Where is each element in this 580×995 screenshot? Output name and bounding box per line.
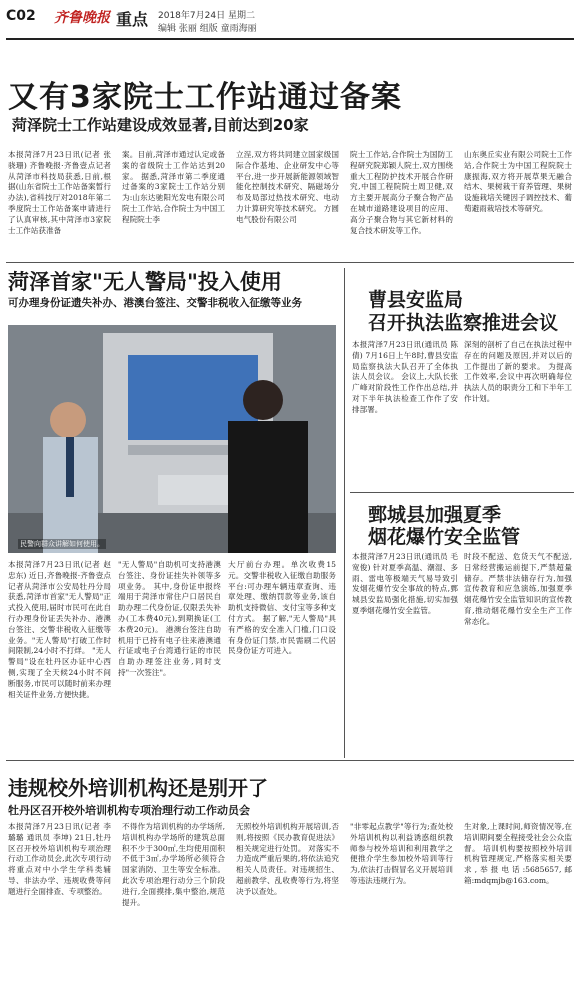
section-title: 重点 — [116, 10, 149, 29]
divider — [6, 760, 574, 761]
photo-illustration — [8, 325, 336, 553]
story1-column-3: 立浧,双方将共同建立国家级国际合作基地、企业研发中心等平台,进一步开展新能源领域智能化控制技术研究、隔磁场分布及局部过热技术研究、电动力计算研究等技术研究。 方圆电气股份有限公司 — [236, 150, 339, 224]
story4-column-1: 本报菏泽7月23日讯(通讯员 毛宽俊) 针对夏季高温、潮湿、多雨、雷电等极端天气易导致引发烟花爆竹安全事故的特点,鄄城县安监局强化措施,切实加强夏季烟花爆竹安全监管。 — [352, 552, 458, 615]
page-number: C02 — [6, 8, 36, 24]
story4-column-2: 时段不配送、危货天气不配送,日常经营搬运前提下,严禁超量储存。严禁非法储存行为,加强宣传教育和应急演练,加强夏季烟花爆竹安全监管知识的宣传教育,推动烟花爆竹安全生产工作常态化。 — [464, 552, 572, 626]
story4-headline-line2: 烟花爆竹安全监管 — [368, 526, 521, 548]
issue-date: 2018年7月24日 星期二 — [158, 11, 255, 21]
story3-headline: 曹县安监局 — [368, 289, 464, 311]
story1-headline: 又有3家院士工作站通过备案 — [8, 80, 402, 115]
masthead — [0, 0, 580, 50]
story1-subhead: 菏泽院士工作站建设成效显著,目前达到20家 — [12, 116, 309, 134]
news-photo — [8, 325, 336, 553]
story1-column-4: 院士工作站,合作院士为国防工程研究院郑颖人院士,双方围绕重大工程防护技术开展合作研究,中国工程院院士周卫健,双方主要开展高分子聚合物产品在城市道路建设项目的应用、高分子聚合物与其它新材料的复合技术研发等工作。 — [350, 150, 453, 235]
divider — [350, 492, 574, 493]
story2-subhead: 可办理身份证遗失补办、港澳台签注、交警非税收入征缴等业务 — [8, 297, 302, 309]
story5-column-2: 不得作为培训机构的办学场所,培训机构办学场所的建筑总面积不少于300㎡,生均使用面积不低于3㎡,办学场所必须符合国家消防、卫生等安全标准。 此次专项治理行动分三个阶段进行,全面摸排,集中整治,规范提升。 — [122, 822, 225, 907]
story5-column-3: 无照校外培训机构开展培训,否则,将按照《民办教育促进法》相关规定进行处罚。 对落实不力造成严重后果的,将依法追究相关人员责任。对违规招生、超前教学、乱收费等行为,将坚决予以查处。 — [236, 822, 339, 896]
masthead-rule — [6, 38, 574, 40]
story5-column-4: "非零起点教学"等行为;查处校外培训机构以利益诱惑组织教师参与校外培训和利用教学之便推介学生参加校外培训等行为,依法打击假冒名义开展培训等违法违规行为。 — [350, 822, 453, 885]
story3-column-2: 深刻的剖析了自己在执法过程中存在的问题及原因,并对以后的工作提出了新的要求。 为提高工作效率,会议中再次明确每位执法人员的职责分工和下半年工作计划。 — [464, 340, 572, 403]
story1-column-1: 本报菏泽7月23日讯(记者 张骁珊) 齐鲁晚报·齐鲁壹点记者从菏泽市科技局获悉,日前,根据(山东省院士工作站备案暂行办法),省科技厅对2018年第二季度院士工作站备案申请进行了认真审核,其中菏泽市3家院士工作站获准备 — [8, 150, 111, 235]
paper-logo: 齐鲁晚报 — [54, 10, 110, 26]
story5-column-5: 生对象,上课时间,师资情况等,在培训期间要全程接受社会公众监督。 培训机构要按照校外培训机构管理规定,严格落实相关要求,举报电话:5685657,邮箱:mdqmjb@163.com。 — [464, 822, 572, 885]
story2-headline: 菏泽首家"无人警局"投入使用 — [8, 270, 282, 294]
divider — [344, 268, 345, 758]
story2-column-2: "无人警局"自助机可支持港澳台签注、身份证挂失补领等多项业务。 其中,身份证申报终端用于菏泽市常住户口居民自助办理二代身份证,仅限丢失补办(工本费40元),到期换证(工本费20元)。 港澳台签注自助机用于已持有电子往来港澳通行证或电子台湾通行证的市民自助办理签注业务,同时支持"一次签注"。 — [118, 560, 221, 677]
story5-headline: 违规校外培训机构还是别开了 — [8, 776, 268, 800]
story3-headline-line2: 召开执法监察推进会议 — [368, 312, 559, 334]
story5-subhead: 牡丹区召开校外培训机构专项治理行动工作动员会 — [8, 804, 250, 817]
story4-headline: 鄄城县加强夏季 — [368, 504, 502, 526]
story1-column-5: 山东奥丘实业有限公司院士工作站,合作院士为中国工程院院士康振海,双方将开展草果无融合结木、果树栽干育养管理、果树设施栽培关键因子调控技术、葡萄避雨栽培技术等研究。 — [464, 150, 572, 213]
story3-column-1: 本报菏泽7月23日讯(通讯员 陈倩) 7月16日上午8时,曹县安监局监察执法大队召开了全体执法人员会议。 会议上,大队长张广峰对阶段性工作作出总结,并对下半年执法检查工作作了安排部署。 — [352, 340, 458, 414]
story1-column-2: 案。目前,菏泽市通过认定或备案的省级院士工作站达到20家。 据悉,菏泽市第二季度通过备案的3家院士工作站分别为:山东达驰阳光发电有限公司院士工作站,合作院士为中国工程院院士李 — [122, 150, 225, 224]
photo-caption: 民警向群众讲解如何使用。 — [20, 540, 104, 548]
story5-column-1: 本报菏泽7月23日讯(记者 李璐璐 通讯员 李坤) 21日,牡丹区召开校外培训机构专项治理行动工作动员会,此次专项行动将重点对中小学生学科类辅导、非法办学、违规收费等问题进行全面排查、专项整治。 — [8, 822, 111, 896]
story2-column-1: 本报菏泽7月23日讯(记者 赵忠东) 近日,齐鲁晚报·齐鲁壹点记者从菏泽市公安局牡丹分局获悉,菏泽市首家"无人警局"正式投入使用,届时市民可在此自行办理身份证丢失补办、港澳台签注、交警非税收入征缴等业务。"无人警局"打破工作时间限制,24小时不打烊。 "无人警局"设在牡丹区办证中心西侧,实现了全天候24小时不间断服务,市民可以随时前来办理相关证件业务,方便快捷。 — [8, 560, 111, 699]
story2-column-3: 大厅前台办理。单次收费15元。交警非税收入征缴自助服务平台:可办理车辆违章查询、违章处理、缴纳罚款等业务,该自助机支持微信、支付宝等多种支付方式。 据了解,"无人警局"具有严格的安全准入门槛,门口设有身份证门禁,市民需刷二代居民身份证方可进入。 — [228, 560, 336, 656]
divider — [6, 262, 574, 263]
editor-credits: 编辑 张丽 组版 童雨海丽 — [158, 24, 257, 34]
